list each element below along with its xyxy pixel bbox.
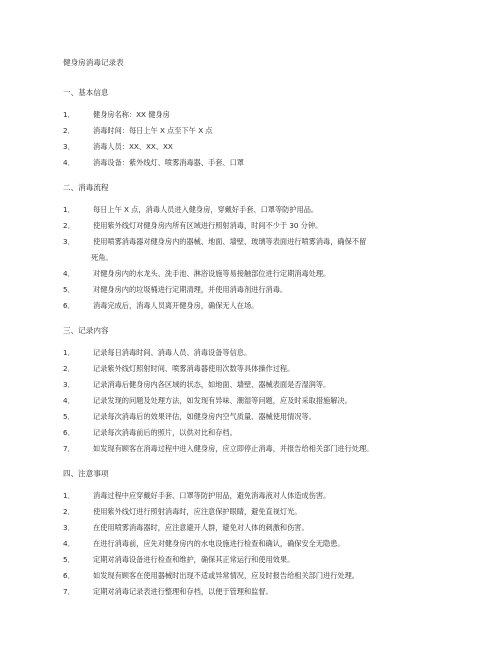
section-heading-basic-info: 一、基本信息 <box>63 88 109 97</box>
document-page: 健身房消毒记录表 一、基本信息 1． 健身房名称：XX 健身房 2． 消毒时间：每日上午 X 点至下午 X 点 3． 消毒人员：XX、XX、XX 4． 消毒设备：紫外线灯、喷雾消毒器、手套、口罩 二、消毒流程 1． 每日上午 X 点，消毒人员进入健身房，穿戴好手套、口罩等防护用品。 2． 使用紫外线灯对健身房内所有区域进行照射消毒，时间不少于 30 分钟。 3． 使用喷雾消毒器对健身房内的器械、地面、墙壁、玻璃等表面进行喷雾消毒，确保不留 死角。 4． 对健身房内的水龙头、洗手池、淋浴设施等易接触部位进行定期消毒处理。 5． 对健身房内的垃圾桶进行定期清理，并使用消毒剂进行消毒。 6． 消毒完成后，消毒人员离开健身房，确保无人在场。 三、记录内容 1． 记录每日消毒时间、消毒人员、消毒设备等信息。 2． 记录紫外线灯照射时间、喷雾消毒器使用次数等具体操作过程。 3． 记录消毒后健身房内各区域的状态，如地面、墙壁、器械表面是否湿润等。 4． 记录发现的问题及处理方法，如发现有异味、潮湿等问题，应及时采取措施解决。 5． 记录每次消毒后的效果评估，如健身房内空气质量、器械使用情况等。 6． 记录每次消毒前后的照片，以供对比和存档。 7． 如发现有顾客在消毒过程中进入健身房，应立即停止消毒，并报告给相关部门进行处理。 四、注意事项 1． 消毒过程中应穿戴好手套、口罩等防护用品，避免消毒液对人体造成伤害。 2． 使用紫外线灯进行照射消毒时，应注意保护眼睛，避免直视灯光。 3． 在使用喷雾消毒器时，应注意避开人群，避免对人体的刺激和伤害。 4． 在进行消毒前，应先对健身房内的水电设施进行检查和确认，确保安全无隐患。 5． 定期对消毒设备进行检查和维护，确保其正常运行和使用效果。 6． 如发现有顾客在使用器械时出现不适或异常情况，应及时报告给相关部门进行处理。 7． 定期对消毒记录表进行整理和存档，以便于管理和监督。 <box>63 58 374 596</box>
section-heading-records: 三、记录内容 <box>63 326 109 335</box>
section-heading-procedure: 二、消毒流程 <box>63 183 109 192</box>
section-heading-notes: 四、注意事项 <box>63 469 109 478</box>
list-item-continuation: 死角。 <box>91 253 113 262</box>
document-title: 健身房消毒记录表 <box>63 58 124 67</box>
